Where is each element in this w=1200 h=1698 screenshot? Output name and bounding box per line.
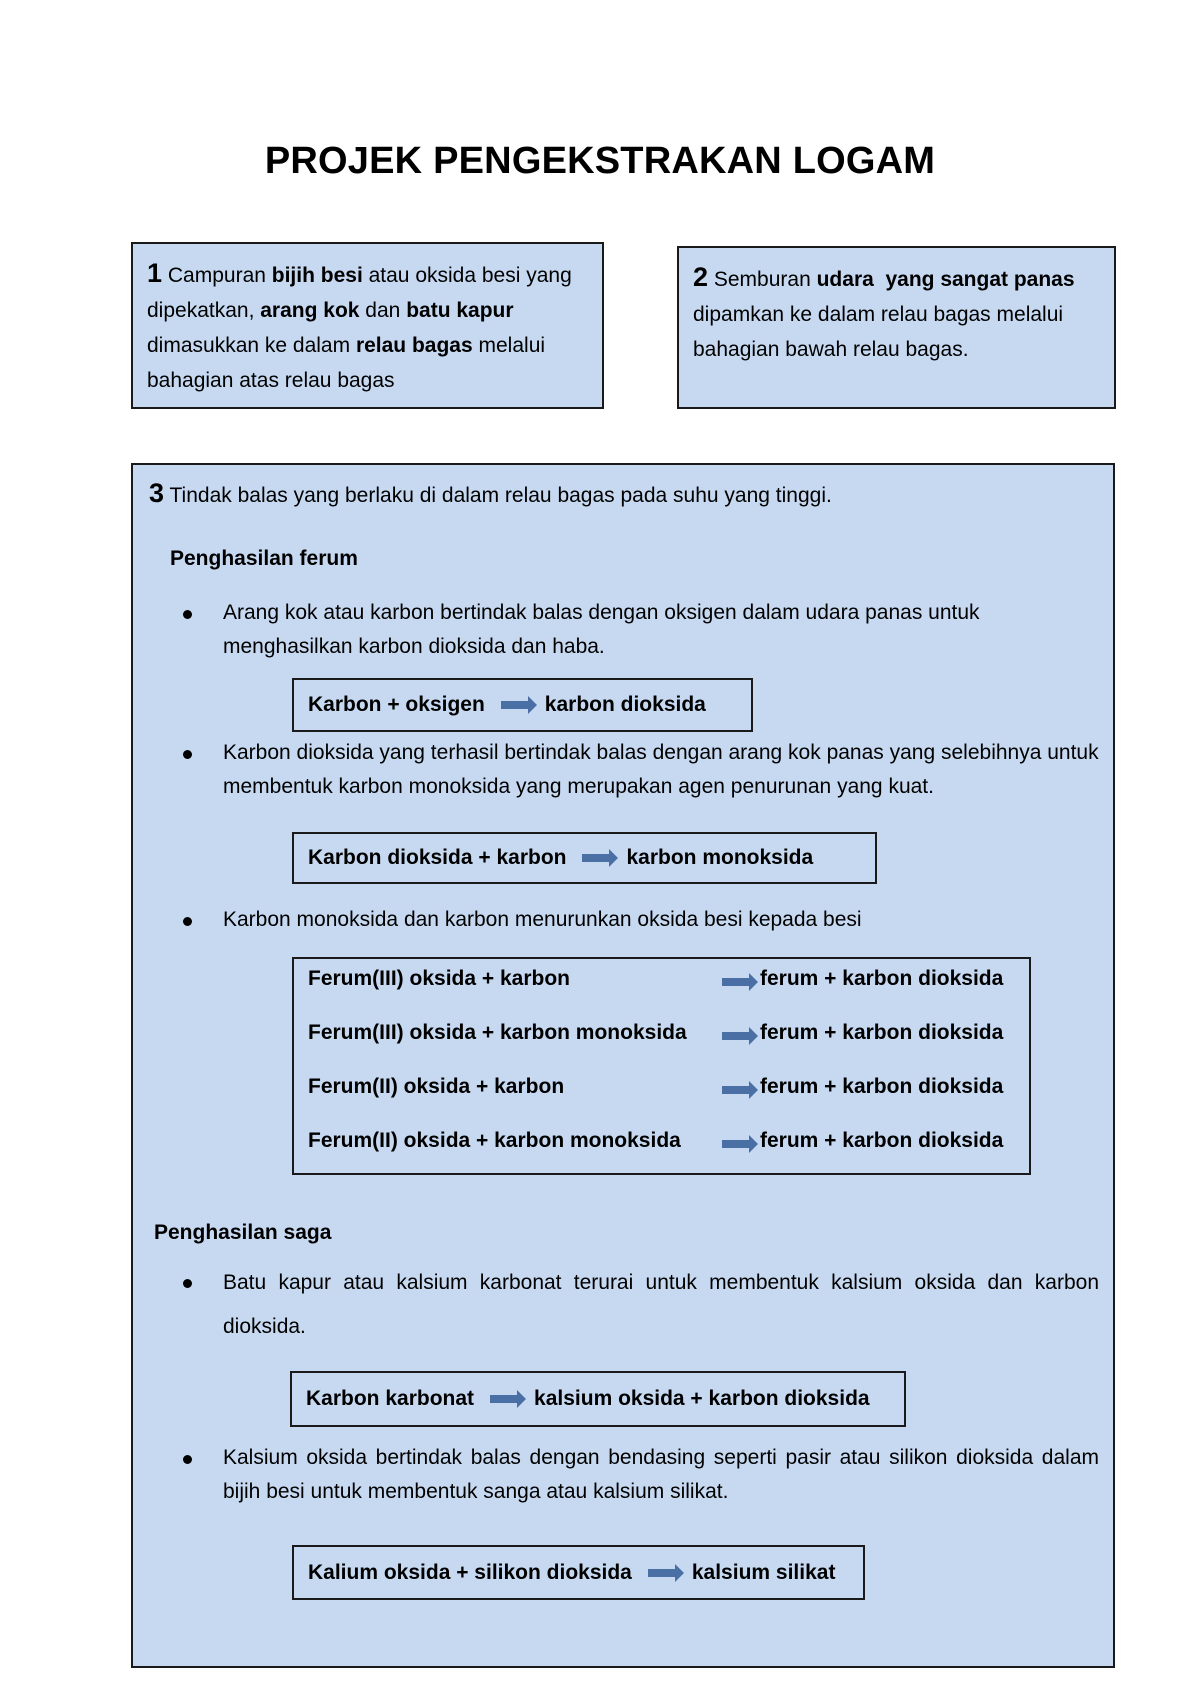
step-1-b1: bijih besi [271,264,363,287]
equation-4-lhs: Kalium oksida + silikon dioksida [308,1560,632,1584]
equation-2 [292,832,877,884]
right-arrow-icon [722,1086,752,1094]
equation-2-rhs: karbon monoksida [626,846,814,869]
step-3-box [131,463,1115,1668]
right-arrow-icon [501,701,531,709]
bullet-dot [183,1455,192,1464]
step-2-b2: yang sangat panas [885,268,1075,291]
bullet-dot [183,750,192,759]
equation-1-rhs: karbon dioksida [544,693,706,716]
right-arrow-icon [490,1395,520,1403]
step-1-t4: dimasukkan ke dalam [147,334,356,357]
step-1-t3: dan [359,299,407,322]
right-arrow-icon [722,1032,752,1040]
step-1-number: 1 [147,258,163,288]
reaction-rhs: ferum + karbon dioksida [760,1129,1004,1152]
step-2-t1: Semburan [713,268,817,291]
bullet-5-text: Kalsium oksida bertindak balas dengan bendasing seperti pasir atau silikon dioksida dalam bijih besi untuk membentuk sanga atau kalsium silikat. [223,1446,1099,1503]
equation-3-rhs: kalsium oksida + karbon dioksida [534,1387,870,1410]
equation-3 [290,1371,906,1427]
step-2-b1: udara [816,268,874,291]
step-1-text [147,256,588,398]
reaction-lhs: Ferum(III) oksida + karbon monoksida [308,1021,687,1044]
equation-4 [292,1545,865,1600]
bullet-3-text: Karbon monoksida dan karbon menurunkan oksida besi kepada besi [223,908,862,931]
step-2-t3: dipamkan ke dalam relau bagas melalui bahagian bawah relau bagas. [693,303,1064,361]
page-title: PROJEK PENGEKSTRAKAN LOGAM [264,140,936,182]
reaction-rhs: ferum + karbon dioksida [760,1021,1004,1044]
step-1-b4: relau bagas [355,334,473,357]
bullet-5 [183,1441,1099,1509]
equation-2-lhs: Karbon dioksida + karbon [308,846,567,869]
reaction-lhs: Ferum(II) oksida + karbon [308,1075,565,1098]
step-3-number: 3 [149,478,165,508]
equation-4-rhs: kalsium silikat [691,1560,836,1584]
reaction-rhs: ferum + karbon dioksida [760,967,1004,990]
equation-1 [292,678,753,732]
bullet-4 [183,1261,1099,1349]
bullet-2 [183,736,1099,804]
heading-ferum: Penghasilan ferum [170,547,358,570]
bullet-dot [183,1279,192,1288]
step-1-b3: batu kapur [406,299,514,322]
step-1-t5: melalui bahagian atas relau bagas [147,334,546,392]
step-2-text [693,260,1100,367]
reaction-row [308,967,1008,997]
step-2-t2 [874,268,886,291]
step-1-box [131,242,604,409]
reaction-row [308,1129,1008,1159]
reaction-lhs: Ferum(II) oksida + karbon monoksida [308,1129,681,1152]
right-arrow-icon [722,978,752,986]
step-2-number: 2 [693,262,709,292]
heading-saga: Penghasilan saga [154,1221,332,1244]
reaction-lhs: Ferum(III) oksida + karbon [308,967,570,990]
bullet-1 [183,596,1099,664]
step-1-b2: arang kok [260,299,360,322]
bullet-4-text: Batu kapur atau kalsium karbonat terurai untuk membentuk kalsium oksida dan karbon dioksida. [223,1271,1099,1338]
bullet-dot [183,917,192,926]
bullet-1-text: Arang kok atau karbon bertindak balas dengan oksigen dalam udara panas untuk menghasilkan karbon dioksida dan haba. [223,601,980,658]
right-arrow-icon [722,1140,752,1148]
bullet-2-text: Karbon dioksida yang terhasil bertindak balas dengan arang kok panas yang selebihnya untuk membentuk karbon monoksida yang merupakan agen penurunan yang kuat. [223,741,1099,798]
right-arrow-icon [648,1569,678,1577]
right-arrow-icon [582,854,612,862]
bullet-dot [183,610,192,619]
step-2-box [677,246,1116,409]
bullet-3 [183,903,1099,937]
step-3-intro [149,477,832,512]
reaction-rhs: ferum + karbon dioksida [760,1075,1004,1098]
step-1-t2: atau oksida besi yang dipekatkan, [147,264,572,322]
reaction-row [308,1075,1008,1105]
iron-reduction-reactions [292,957,1031,1175]
equation-3-lhs: Karbon karbonat [306,1387,475,1410]
step-3-intro-text: Tindak balas yang berlaku di dalam relau bagas pada suhu yang tinggi. [169,484,832,507]
reaction-row [308,1021,1008,1051]
step-1-t1: Campuran [167,264,272,287]
equation-1-lhs: Karbon + oksigen [308,693,485,716]
